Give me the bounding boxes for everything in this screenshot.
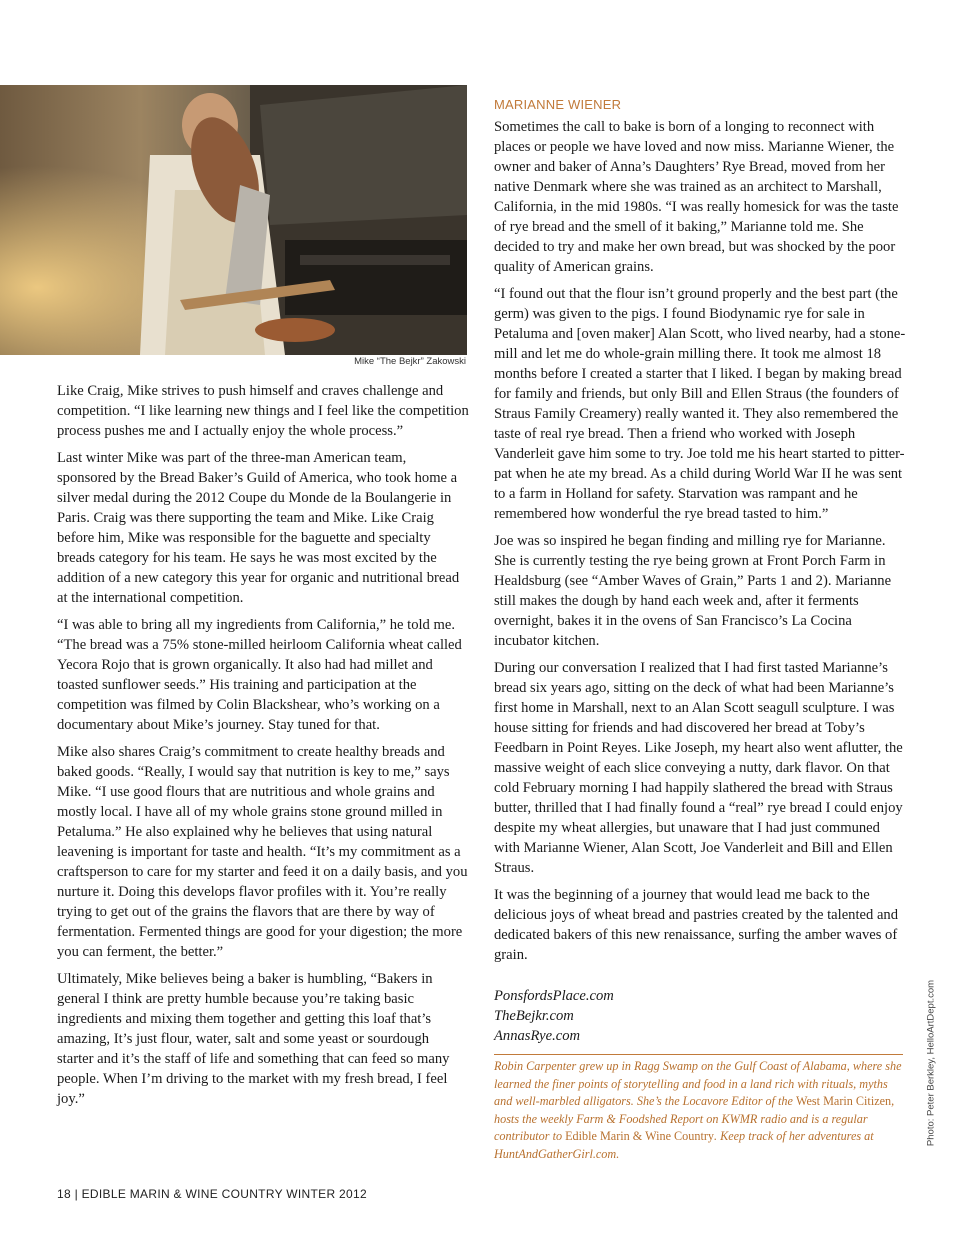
author-bio [494,1058,906,1163]
bio-publication: West Marin Citizen [795,1094,892,1108]
website-links [494,986,614,1046]
bio-text: Robin Carpenter grew up in Ragg Swamp on the Gulf Coast of Alabama, where she learned the finer points of storytelling and food in a land rich with rituals, myths and well-marbled alligators. She’s the Locavore Editor of the [494,1059,902,1108]
bio-text: , hosts the weekly Farm & Foodshed Report on KWMR radio and is a regular contributor to [494,1094,895,1143]
paragraph: Last winter Mike was part of the three-man American team, sponsored by the Bread Baker’s Guild of America, who took home a silver medal during the 2012 Coupe du Monde de la Boulangerie in Paris. Craig was there supporting the team and Mike. Like Craig before him, Mike was responsible for the baguette and specialty breads category for his team. He says he was most excited by the addition of a new category this year for organic and nutritional bread at the international competition. [57,450,460,606]
section-heading: MARIANNE WIENER [494,97,622,112]
paragraph: “I was able to bring all my ingredients from California,” he told me. “The bread was a 75% stone-milled heirloom California wheat called Yecora Rojo that is grown organically. It also had had millet and toasted sunflower seeds.” His training and participation at the competition was filmed by Colin Blackshear, who’s working on a documentary about Mike’s journey. Stay tuned for that. [57,617,462,733]
paragraph: Like Craig, Mike strives to push himself and craves challenge and competition. “I like learning new things and I feel like the competition process pushes me and I actually enjoy the whole process.” [57,383,469,439]
photo-caption: Mike “The Bejkr” Zakowski [354,356,466,367]
paragraph: Mike also shares Craig’s commitment to create healthy breads and baked goods. “Really, I would say that nutrition is key to me,” says Mike. “I use good flours that are nutritious and whole grains and mostly local. I have all of my whole grains stone ground milled in Petaluma.” He also explained why he believes that using natural leavening is important for taste and health. “It’s my commitment as a craftsperson to care for my starter and feed it on a daily basis, and you nurture it. Doing this develops flavor profiles with it. You’re really trying to get out of the grains the flavors that are there by way of fermentation. Fermented things are good for your digestion; the more you can ferment, the better.” [57,744,468,960]
photo-credit: Photo: Peter Berkley, HelloArtDept.com [925,979,937,1147]
right-column [494,117,906,972]
paragraph: “I found out that the flour isn’t ground properly and the best part (the germ) was given to the pigs. I found Biodynamic rye for sale in Petaluma and [oven maker] Alan Scott, who lived nearby, had a stone-mill and let me do whole-grain milling there. It took me almost 18 months before I created a starter that I liked. I began by making bread for family and friends, but only Bill and Ellen Straus (the founders of Straus Family Creamery) really wanted it. They also remembered the taste of real rye bread. Then a friend who worked with Joseph Vanderleit gave him some to try. Joe told me his heart started to pitter-pat when he ate my bread. As a child during World War II he was sent to a farm in Holland for safety. Starvation was rampant and he remembered how wonderful the rye bread tasted to him.” [494,286,906,522]
bio-text: . Keep track of her adventures at HuntAndGatherGirl.com. [494,1129,874,1161]
baker-photo [0,85,467,355]
paragraph: Joe was so inspired he began finding and milling rye for Marianne. She is currently testing the rye being grown at Front Porch Farm in Healdsburg (see “Amber Waves of Grain,” Parts 1 and 2). Marianne still makes the dough by hand each week and, after it ferments overnight, bakes it in the ovens of San Francisco’s La Cocina incubator kitchen. [494,533,892,649]
link-ponsfords-place[interactable]: PonsfordsPlace.com [494,988,614,1004]
paragraph: Sometimes the call to bake is born of a longing to reconnect with places or people we have loved and now miss. Marianne Wiener, the owner and baker of Anna’s Daughters’ Rye Bread, moved from her native Denmark where she was trained as an architect to Marshall, California, in the mid 1980s. “I was really homesick for was the taste of rye bread and the smell of it baking,” Marianne told me. She decided to try and make her own bread, but was shocked by the poor quality of American grains. [494,119,899,275]
paragraph: Ultimately, Mike believes being a baker is humbling, “Bakers in general I think are pretty humble because you’re taking basic ingredients and mixing them together and getting this loaf that’s amazing, It’s just flour, water, salt and some yeast or sourdough starter and it’s the staff of life and something that can feed so many people. When I’m driving to the market with my fresh bread, I feel joy.” [57,971,450,1107]
link-annas-rye[interactable]: AnnasRye.com [494,1028,581,1044]
bio-publication: Edible Marin & Wine Country [565,1129,715,1143]
link-the-bejkr[interactable]: TheBejkr.com [494,1008,574,1024]
paragraph: During our conversation I realized that I had first tasted Marianne’s bread six years ago, sitting on the deck of what had been Marianne’s first home in Marshall, next to an Alan Scott seagull sculpture. I was house sitting for friends and had discovered her bread at Toby’s Feedbarn in Point Reyes. Like Joseph, my heart also went aflutter, the massive weight of each slice conveying a nutty, dark flavor. On that cold February morning I had happily slathered the bread with Straus butter, thrilled that I had finally found a “real” rye bread I could enjoy despite my wheat allergies, but unaware that I had just communed with Marianne Wiener, Alan Scott, Joe Vanderleit and Bill and Ellen Straus. [494,660,903,876]
baker-photo-image [0,85,467,355]
bio-divider [494,1054,903,1055]
paragraph: It was the beginning of a journey that would lead me back to the delicious joys of wheat bread and pastries created by the talented and dedicated bakers of this new renaissance, surfing the amber waves of grain. [494,887,899,963]
page-footer: 18 | EDIBLE MARIN & WINE COUNTRY WINTER 2012 [57,1187,367,1201]
left-column [57,381,469,1116]
